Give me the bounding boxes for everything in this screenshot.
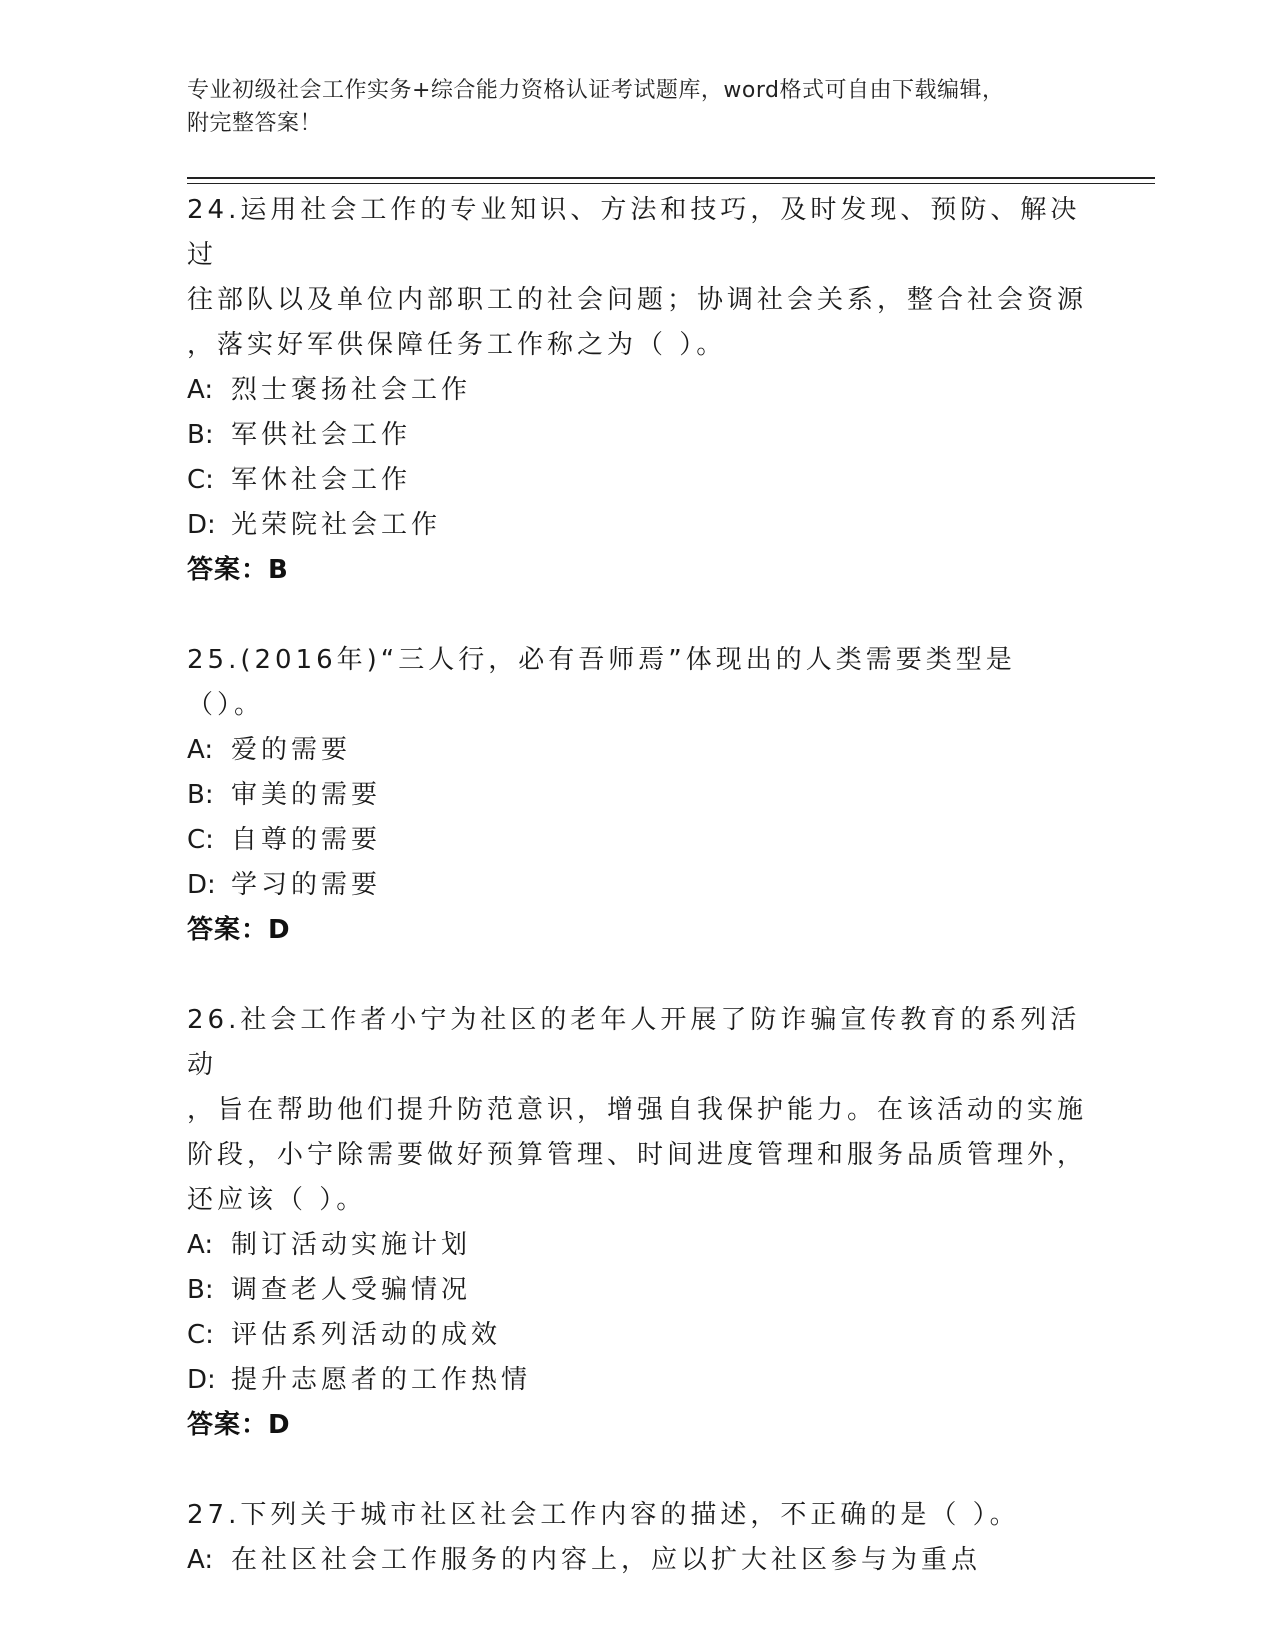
- option-key: C:: [187, 825, 214, 855]
- option-key: A:: [187, 735, 214, 765]
- stem-line: 还应该（ ）。: [187, 1185, 367, 1215]
- option-b: [187, 1268, 1087, 1313]
- option-text: 调查老人受骗情况: [231, 1275, 472, 1305]
- question-24: [187, 188, 1087, 593]
- option-a: [187, 728, 1087, 773]
- option-key: A:: [187, 375, 214, 405]
- header-divider-thick: [187, 177, 1155, 179]
- option-key: B:: [187, 780, 214, 810]
- option-key: D:: [187, 510, 216, 540]
- stem-line: 25.(2016年)“三人行，必有吾师焉”体现出的人类需要类型是（）。: [187, 645, 1016, 720]
- option-text: 军供社会工作: [231, 420, 412, 450]
- stem-line: 往部队以及单位内部职工的社会问题；协调社会关系，整合社会资源: [187, 285, 1088, 315]
- question-26: [187, 998, 1087, 1448]
- question-list: [187, 188, 1087, 1628]
- option-text: 评估系列活动的成效: [231, 1320, 502, 1350]
- option-b: [187, 413, 1087, 458]
- option-text: 军休社会工作: [231, 465, 412, 495]
- option-d: [187, 863, 1087, 908]
- header-divider-thin: [187, 183, 1155, 184]
- option-text: 提升志愿者的工作热情: [231, 1365, 532, 1395]
- stem-line: 26.社会工作者小宁为社区的老年人开展了防诈骗宣传教育的系列活动: [187, 1005, 1081, 1080]
- option-text: 光荣院社会工作: [231, 510, 442, 540]
- option-key: B:: [187, 1275, 214, 1305]
- question-27: [187, 1493, 1087, 1583]
- option-d: [187, 503, 1087, 548]
- option-text: 烈士褒扬社会工作: [231, 375, 472, 405]
- option-key: D:: [187, 870, 216, 900]
- stem-line: 27.下列关于城市社区社会工作内容的描述，不正确的是（ ）。: [187, 1500, 1020, 1530]
- option-c: [187, 458, 1087, 503]
- option-key: C:: [187, 1320, 214, 1350]
- option-text: 制订活动实施计划: [231, 1230, 472, 1260]
- answer-line: 答案：D: [187, 1410, 291, 1440]
- question-stem: [187, 998, 1087, 1223]
- option-c: [187, 818, 1087, 863]
- option-a: [187, 1223, 1087, 1268]
- option-key: C:: [187, 465, 214, 495]
- option-key: A:: [187, 1230, 214, 1260]
- stem-line: 24.运用社会工作的专业知识、方法和技巧，及时发现、预防、解决过: [187, 195, 1081, 270]
- question-25: [187, 638, 1087, 953]
- question-stem: [187, 638, 1087, 728]
- stem-line: ，落实好军供保障任务工作称之为（ ）。: [187, 330, 727, 360]
- option-text: 学习的需要: [231, 870, 382, 900]
- option-c: [187, 1313, 1087, 1358]
- answer-line: 答案：B: [187, 555, 289, 585]
- header-line-2: 附完整答案！: [187, 111, 323, 136]
- option-a: [187, 1538, 1087, 1583]
- option-key: A:: [187, 1545, 214, 1575]
- question-stem: [187, 1493, 1087, 1538]
- option-text: 自尊的需要: [231, 825, 382, 855]
- option-text: 审美的需要: [231, 780, 382, 810]
- question-stem: [187, 188, 1087, 368]
- option-text: 爱的需要: [231, 735, 352, 765]
- stem-line: 阶段，小宁除需要做好预算管理、时间进度管理和服务品质管理外，: [187, 1140, 1088, 1170]
- option-key: B:: [187, 420, 214, 450]
- header-line-1: 专业初级社会工作实务+综合能力资格认证考试题库，word格式可自由下载编辑，: [187, 78, 1005, 103]
- option-text: 在社区社会工作服务的内容上，应以扩大社区参与为重点: [231, 1545, 982, 1575]
- stem-line: ，旨在帮助他们提升防范意识，增强自我保护能力。在该活动的实施: [187, 1095, 1088, 1125]
- option-d: [187, 1358, 1087, 1403]
- document-header: [187, 74, 1067, 140]
- option-key: D:: [187, 1365, 216, 1395]
- option-a: [187, 368, 1087, 413]
- answer-line: 答案：D: [187, 915, 291, 945]
- option-b: [187, 773, 1087, 818]
